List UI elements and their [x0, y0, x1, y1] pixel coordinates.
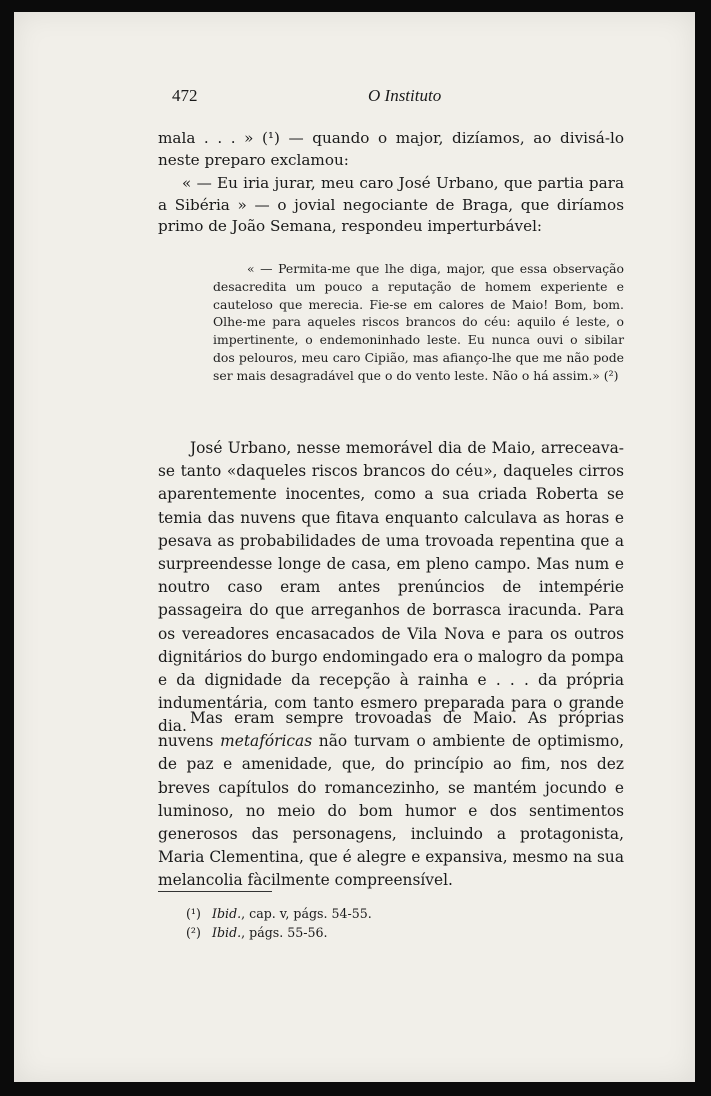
footnote-source: Ibid. [212, 906, 242, 921]
paragraph-1: mala . . . » (¹) — quando o major, dizíamos, ao divisá-lo neste preparo exclamou: [158, 129, 624, 169]
paragraph-4-emphasis: metafóricas [220, 732, 313, 751]
footnotes [186, 904, 486, 942]
block-quote: « — Permita-me que lhe diga, major, que essa observação desacredita um pouco a reputação de homem experiente e cauteloso que merecia. Fie-se em calores de Maio! Bom, bom. Olhe-me para aqueles riscos brancos do céu: aquilo é leste, o impertinente, o endemoninhado leste. Eu nunca ouvi o sibilar dos pelouros, meu caro Cipião, mas afianço-lhe que me não pode ser mais desagradável que o do vento leste. Não o há assim.» (²) [213, 261, 624, 383]
footnote-2 [186, 923, 486, 942]
running-title: O Instituto [368, 86, 442, 105]
page-header [172, 80, 572, 110]
paragraph-3: José Urbano, nesse memorável dia de Maio, arreceava-se tanto «daqueles riscos brancos do céu», daqueles cirros aparentemente inocentes, como a sua criada Roberta se temia das nuvens que fitava enquanto calculava as horas e pesava as probabilidades de uma trovoada repentina que a surpreendesse longe de casa, em pleno campo. Mas num e noutro caso eram antes prenúncios de intempérie passageira do que arreganhos de borrasca iracunda. Para os vereadores encasacados de Vila Nova e para os outros dignitários do burgo endomingado era o malogro da pompa e da dignidade da recepção à rainha e . . . da própria indumentária, com tanto esmero preparada para o grande dia. [158, 439, 624, 736]
paragraph-2: « — Eu iria jurar, meu caro José Urbano, que partia para a Sibéria » — o jovial negociante de Braga, que diríamos primo de João Semana, respondeu imperturbável: [158, 174, 624, 235]
footnote-rule [158, 891, 272, 892]
page-number: 472 [172, 86, 198, 105]
footnote-text: , cap. v, págs. 54-55. [241, 906, 372, 921]
footnote-mark: (¹) [186, 906, 201, 921]
footnote-text: , págs. 55-56. [241, 925, 328, 940]
footnote-1 [186, 904, 486, 923]
paragraph-4-text-b: não turvam o ambiente de optimismo, de paz e amenidade, que, do princípio ao fim, nos dez breves capítulos do romancezinho, se mantém jocundo e luminoso, no meio do bom humor e dos sentimentos generosos das personagens, incluindo a protagonista, Maria Clementina, que é alegre e expansiva, mesmo na sua melancolia fàcilmente compreensível. [158, 732, 624, 890]
footnote-source: Ibid. [212, 925, 242, 940]
paragraph-4-text-a: Mas eram sempre trovoadas de Maio. As próprias nuvens [158, 709, 624, 751]
footnote-mark: (²) [186, 925, 201, 940]
paragraph-4 [158, 707, 624, 893]
